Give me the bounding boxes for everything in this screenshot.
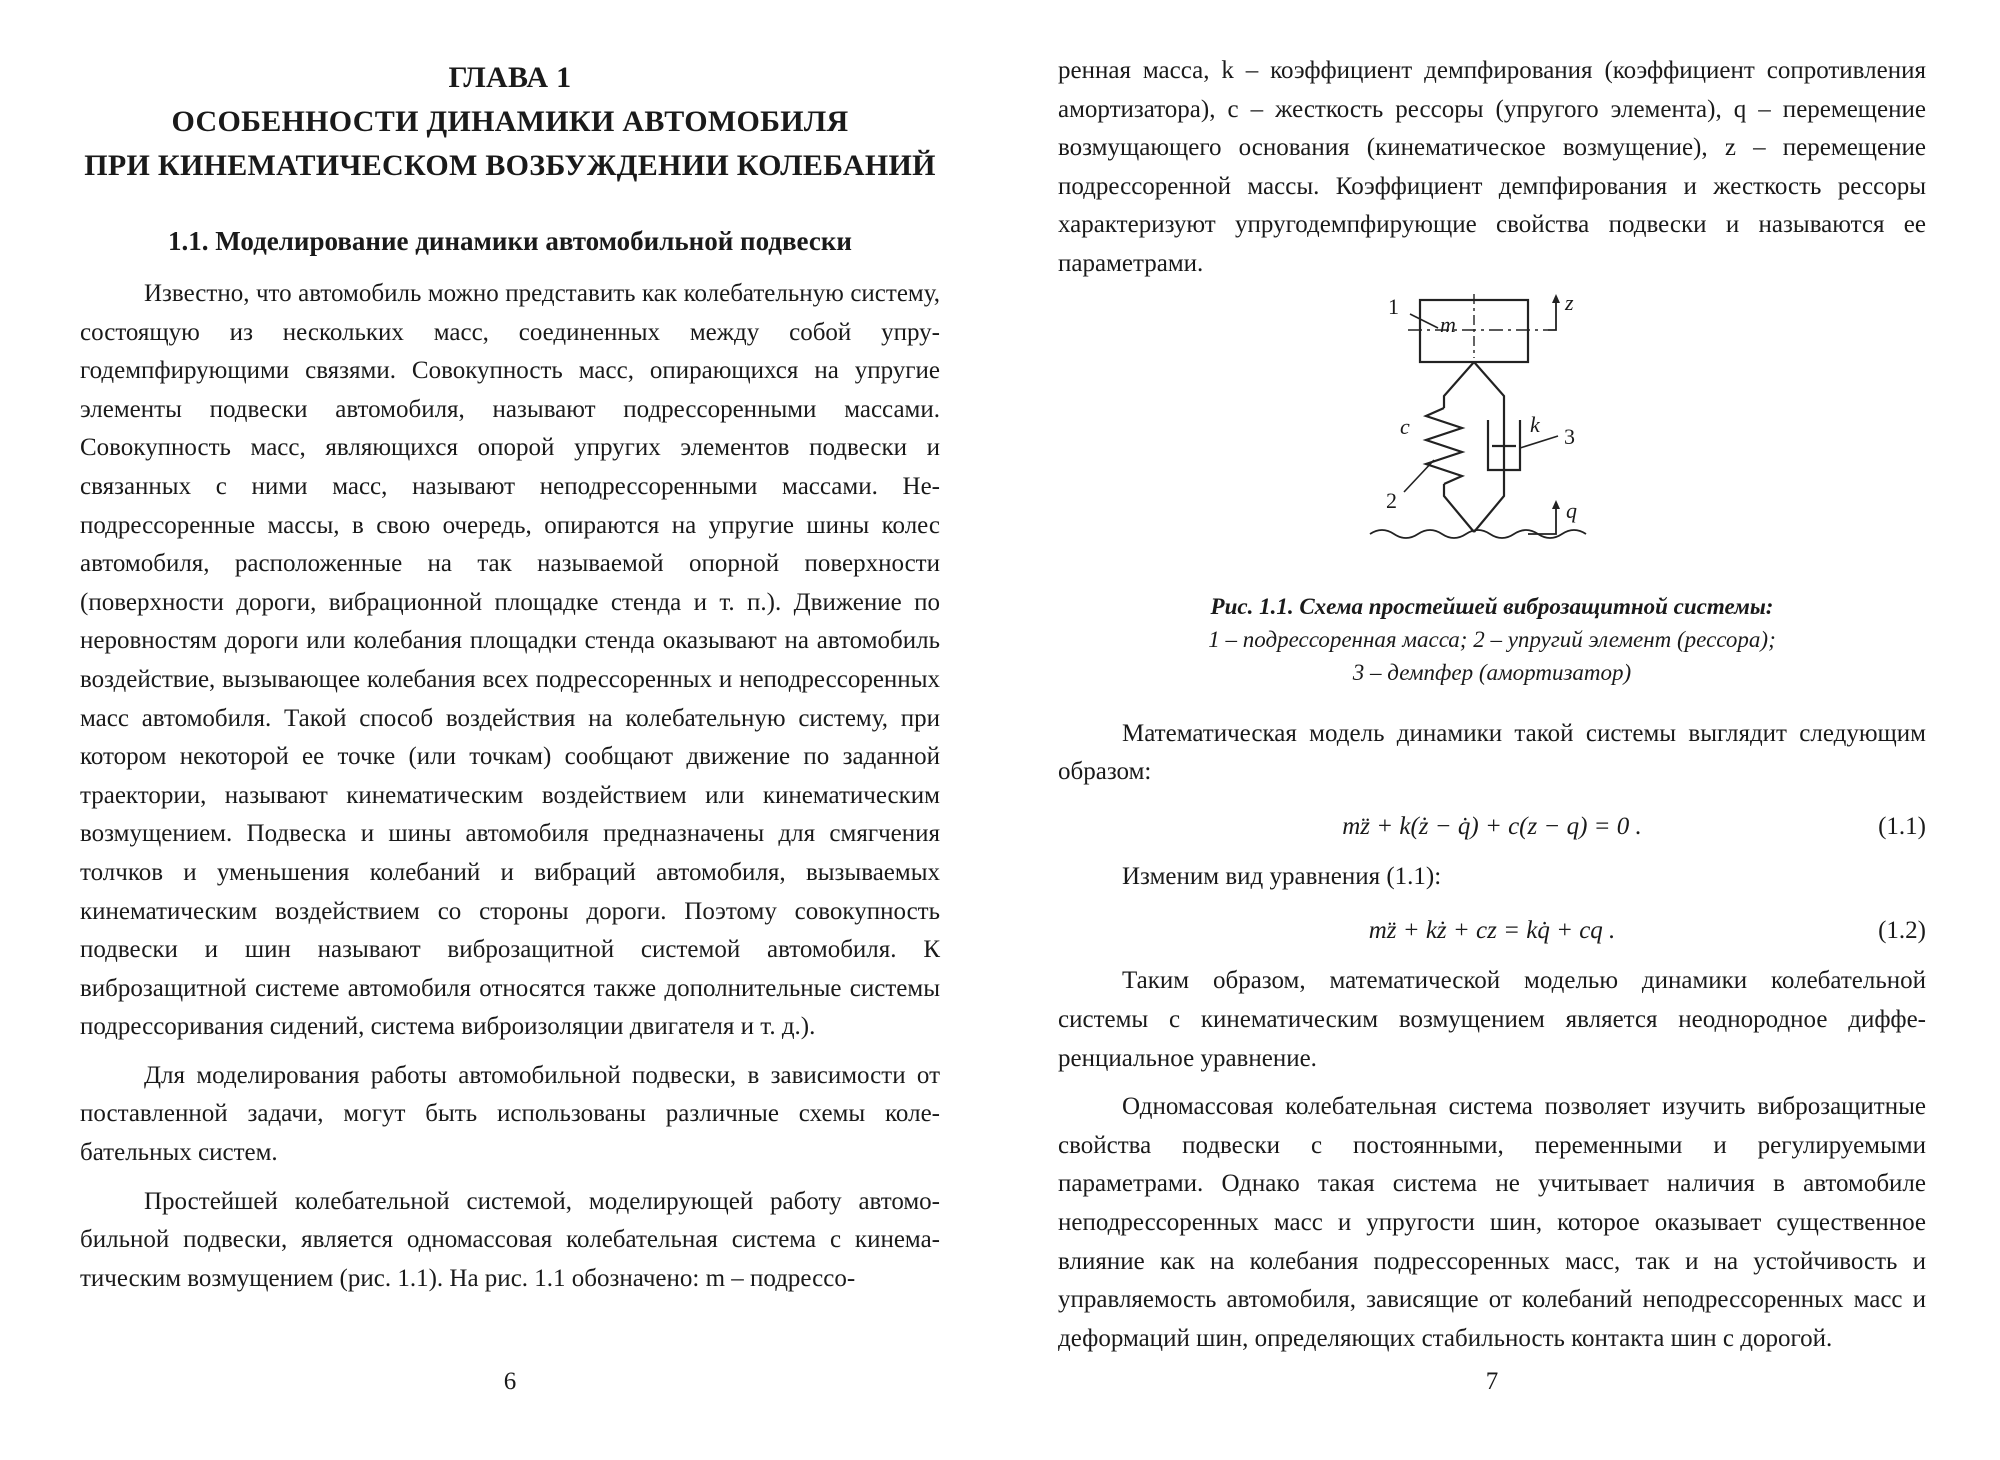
equation-1-2 bbox=[1058, 906, 1926, 956]
caption-title: Рис. 1.1. Схема простейшей виброзащитной системы: bbox=[1210, 593, 1774, 619]
equation-1-1 bbox=[1058, 802, 1926, 852]
suspension-diagram bbox=[1058, 289, 1926, 566]
z-arrowhead bbox=[1552, 294, 1560, 303]
leader-1 bbox=[1410, 314, 1438, 328]
paragraph-continued: ренная масса, k – коэффициент демпфирования (коэффициент сопротивления амортизатора), c – жесткость рессоры (упругого элемента), q – перемещение возмущающего основания (кинематическое возмущение), z – перемещение подрессоренной массы. Коэффициент демпфирования и жесткость рессоры характеризуют упругодемпфирующие свойства подвески и называются ее параметрами. bbox=[1058, 57, 1926, 277]
chapter-title-line-2: ПРИ КИНЕМАТИЧЕСКОМ ВОЗБУЖДЕНИИ КОЛЕБАНИЙ bbox=[84, 149, 936, 182]
lower-frame-left bbox=[1444, 484, 1474, 532]
upper-frame-left bbox=[1444, 362, 1474, 408]
equation-body: mz̈ + k(ż − q̇) + c(z − q) = 0 . bbox=[1342, 812, 1642, 840]
q-arrowhead bbox=[1552, 500, 1560, 509]
paragraph: Таким образом, математической моделью динамики колебательной системы с кинематическим возмущением является неоднородное дифференциальное уравнение. bbox=[1058, 967, 1926, 1072]
paragraph: Одномассовая колебательная система позволяет изучить виброзащитные свойства подвески с постоянными, переменными и регулируемыми параметрами. Однако такая система не учитывает наличия в автомобиле неподрессоренных масс и упругости шин, которое оказывает существенное влияние как на колебания подрессоренных масс, так и на устойчивость и управляемость автомобиля, зависящие от колебаний неподрессоренных масс и деформаций шин, определяющих стабильность контакта шин с дорогой. bbox=[1058, 1093, 1926, 1352]
paragraph: Простейшей колебательной системой, моделирующей работу автомобильной подвески, является одномассовая колебательная система с кинематическим возмущением (рис. 1.1). На рис. 1.1 обозначено: m – подрессо- bbox=[80, 1187, 940, 1292]
chapter-number: ГЛАВА 1 bbox=[448, 61, 572, 94]
label-c: c bbox=[1400, 413, 1410, 439]
upper-frame-right bbox=[1474, 362, 1504, 408]
section-title: 1.1. Моделирование динамики автомобильной подвески bbox=[168, 226, 852, 256]
label-2: 2 bbox=[1386, 487, 1397, 513]
page-number: 6 bbox=[503, 1368, 517, 1395]
paragraph: Для моделирования работы автомобильной подвески, в зависимости от поставленной задачи, могут быть использованы различные схемы колебательных систем. bbox=[80, 1061, 940, 1167]
leader-3 bbox=[1520, 436, 1558, 448]
equation-number: (1.1) bbox=[1878, 812, 1926, 840]
label-z: z bbox=[1565, 289, 1574, 315]
paragraph: Изменим вид уравнения (1.1): bbox=[1122, 862, 1442, 890]
left-page bbox=[80, 0, 940, 1460]
label-m: m bbox=[1440, 311, 1456, 337]
paragraph: Известно, что автомобиль можно представить как колебательную систему, состоящую из нескольких масс, соединенных между собой упругодемпфирующими связями. Совокупность масс, опирающихся на упругие элементы подвески автомобиля, называют подрессоренными массами. Совокупность масс, являющихся опорой упругих элементов подвески и связанных с ними масс, называют неподрессоренными массами. Неподрессоренные массы, в свою очередь, опираются на упругие шины колес автомобиля, расположенные на так называемой опорной поверхности (поверхности дороги, вибрационной площадке стенда и т. п.). Движение по неровностям дороги или колебания площадки стенда оказывают на автомобиль воздействие, вызывающее колебания всех подрессоренных и неподрессоренных масс автомобиля. Такой способ воздействия на колебательную систему, при котором некоторой ее точке (или точкам) сообщают движение по заданной траектории, называют кинематическим воздействием или кинематическим возмущением. Подвеска и шины автомобиля предназначены для смягчения толчков и уменьшения колебаний и вибраций автомобиля, вызываемых кинематическим воздействием со стороны дороги. Поэтому совокупность подвески и шин называют виброзащитной системой автомобиля. К виброзащитной системе автомобиля относятся также дополнительные системы подрессоривания сидений, система виброизоляции двигателя и т. д.). bbox=[80, 280, 940, 1041]
lower-frame-right bbox=[1474, 484, 1504, 532]
label-k: k bbox=[1530, 411, 1540, 437]
caption-line-1: 1 – подрессоренная масса; 2 – упругий элемент (рессора); bbox=[1208, 626, 1776, 652]
label-q: q bbox=[1566, 497, 1577, 523]
label-1: 1 bbox=[1388, 293, 1399, 319]
leader-2 bbox=[1404, 460, 1434, 492]
right-page bbox=[1058, 0, 1926, 1460]
figure-caption bbox=[1058, 590, 1926, 689]
paragraph: Математическая модель динамики такой системы выглядит следующим образом: bbox=[1058, 719, 1926, 786]
label-3: 3 bbox=[1564, 423, 1575, 449]
equation-number: (1.2) bbox=[1878, 917, 1926, 945]
caption-line-2: 3 – демпфер (амортизатор) bbox=[1352, 659, 1632, 685]
spring bbox=[1426, 408, 1462, 484]
chapter-heading bbox=[80, 56, 940, 188]
page-number: 7 bbox=[1485, 1368, 1499, 1395]
suspension-schematic bbox=[1058, 289, 1926, 566]
chapter-title-line-1: ОСОБЕННОСТИ ДИНАМИКИ АВТОМОБИЛЯ bbox=[171, 105, 849, 138]
q-indicator bbox=[1528, 504, 1556, 534]
equation-body: mz̈ + kż + cz = kq̇ + cq . bbox=[1368, 917, 1616, 945]
